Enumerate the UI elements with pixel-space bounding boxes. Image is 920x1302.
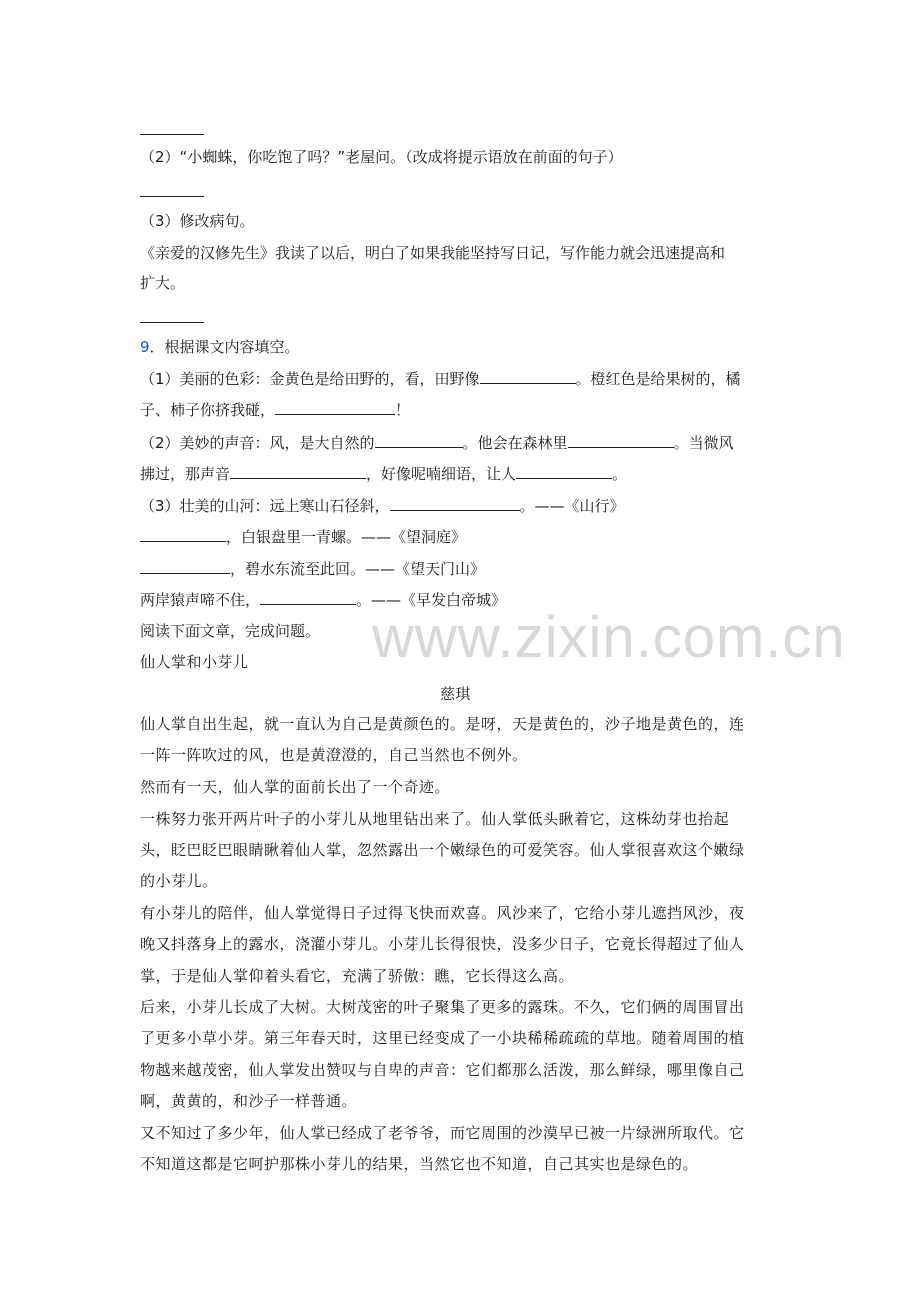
story-paragraph: 后来，小芽儿长成了大树。大树茂密的叶子聚集了更多的露珠。不久，它们俩的周围冒出 (140, 998, 745, 1016)
blank[interactable] (568, 433, 674, 448)
story-paragraph: 有小芽儿的陪伴，仙人掌觉得日子过得飞快而欢喜。风沙来了，它给小芽儿遮挡风沙，夜 (140, 904, 745, 922)
q8-sub2: （2）“小蜘蛛，你吃饱了吗？”老屋问。（改成将提示语放在前面的句子） (140, 148, 623, 166)
blank[interactable] (390, 496, 520, 511)
text: 两岸猿声啼不住， (140, 591, 261, 609)
q8-sentence-line2: 扩大。 (140, 274, 186, 292)
reading-intro: 阅读下面文章，完成问题。 (140, 622, 321, 640)
answer-line (140, 322, 204, 323)
text: 。——《山行》 (519, 497, 625, 515)
text: （3）壮美的山河：远上寒山石径斜， (140, 497, 390, 515)
story-paragraph: 掌，于是仙人掌仰着头看它，充满了骄傲：瞧，它长得这么高。 (140, 967, 575, 985)
text: 。当微风 (673, 434, 734, 452)
story-paragraph: 啊，黄黄的，和沙子一样普通。 (140, 1092, 358, 1110)
story-paragraph: 了更多小草小芽。第三年春天时，这里已经变成了一小块稀稀疏疏的草地。随着周围的植 (140, 1029, 745, 1047)
blank[interactable] (260, 590, 356, 605)
blank[interactable] (140, 527, 226, 542)
question-number: 9 (140, 338, 150, 356)
story-paragraph: 晚又抖落身上的露水，浇灌小芽儿。小芽儿长得很快，没多少日子，它竟长得超过了仙人 (140, 935, 745, 953)
q9-line6 (140, 527, 466, 547)
blank[interactable] (275, 400, 395, 415)
text: 。他会在森林里 (462, 434, 568, 452)
text: ！ (395, 401, 411, 419)
answer-line (140, 134, 204, 135)
q9-heading (140, 337, 300, 357)
text: 拂过，那声音 (140, 465, 231, 483)
story-paragraph: 一阵一阵吹过的风，也是黄澄澄的，自己当然也不例外。 (140, 746, 528, 764)
story-title: 仙人掌和小芽儿 (140, 653, 249, 671)
q9-title: ．根据课文内容填空。 (149, 338, 300, 356)
q9-line4 (140, 464, 627, 484)
story-paragraph: 又不知过了多少年，仙人掌已经成了老爷爷，而它周围的沙漠早已被一片绿洲所取代。它 (140, 1124, 745, 1142)
text: 。——《早发白帝城》 (356, 591, 507, 609)
watermark: www.zixin.com.cn (372, 605, 846, 670)
story-paragraph: 物越来越茂密，仙人掌发出赞叹与自卑的声音：它们都那么活泼，那么鲜绿，哪里像自己 (140, 1061, 745, 1079)
story-paragraph: 头，眨巴眨巴眼睛瞅着仙人掌，忽然露出一个嫩绿色的可爱笑容。仙人掌很喜欢这个嫩绿 (140, 841, 745, 859)
story-paragraph: 然而有一天，仙人掌的面前长出了一个奇迹。 (140, 778, 451, 796)
q9-line5 (140, 496, 625, 516)
q8-sentence-line1: 《亲爱的汉修先生》我读了以后，明白了如果我能坚持写日记，写作能力就会迅速提高和 (140, 244, 726, 262)
text: ，碧水东流至此回。——《望天门山》 (230, 560, 486, 578)
blank[interactable] (230, 464, 366, 479)
story-paragraph: 的小芽儿。 (140, 872, 218, 890)
text: （1）美丽的色彩：金黄色是给田野的，看，田野像 (140, 370, 480, 388)
text: 子、柿子你挤我碰， (140, 401, 276, 419)
blank[interactable] (140, 559, 230, 574)
blank[interactable] (516, 464, 612, 479)
blank[interactable] (480, 369, 576, 384)
text: ，白银盘里一青螺。——《望洞庭》 (226, 528, 467, 546)
story-author: 慈琪 (440, 685, 472, 703)
text: （2）美妙的声音：风，是大自然的 (140, 434, 375, 452)
story-paragraph: 一株努力张开两片叶子的小芽儿从地里钻出来了。仙人掌低头瞅着它，这株幼芽也抬起 (140, 810, 730, 828)
q9-line7 (140, 559, 485, 579)
text: ，好像呢喃细语，让人 (366, 465, 517, 483)
q9-line3 (140, 433, 734, 453)
story-paragraph: 不知道这都是它呵护那株小芽儿的结果，当然它也不知道，自己其实也是绿色的。 (140, 1155, 699, 1173)
q9-line8 (140, 590, 506, 610)
q9-line2 (140, 400, 410, 420)
text: 。 (612, 465, 628, 483)
story-paragraph: 仙人掌自出生起，就一直认为自己是黄颜色的。是呀，天是黄色的，沙子地是黄色的，连 (140, 715, 745, 733)
text: 。橙红色是给果树的，橘 (575, 370, 741, 388)
q9-line1 (140, 369, 741, 389)
q8-sub3: （3）修改病句。 (140, 212, 255, 230)
answer-line (140, 196, 204, 197)
blank[interactable] (375, 433, 463, 448)
